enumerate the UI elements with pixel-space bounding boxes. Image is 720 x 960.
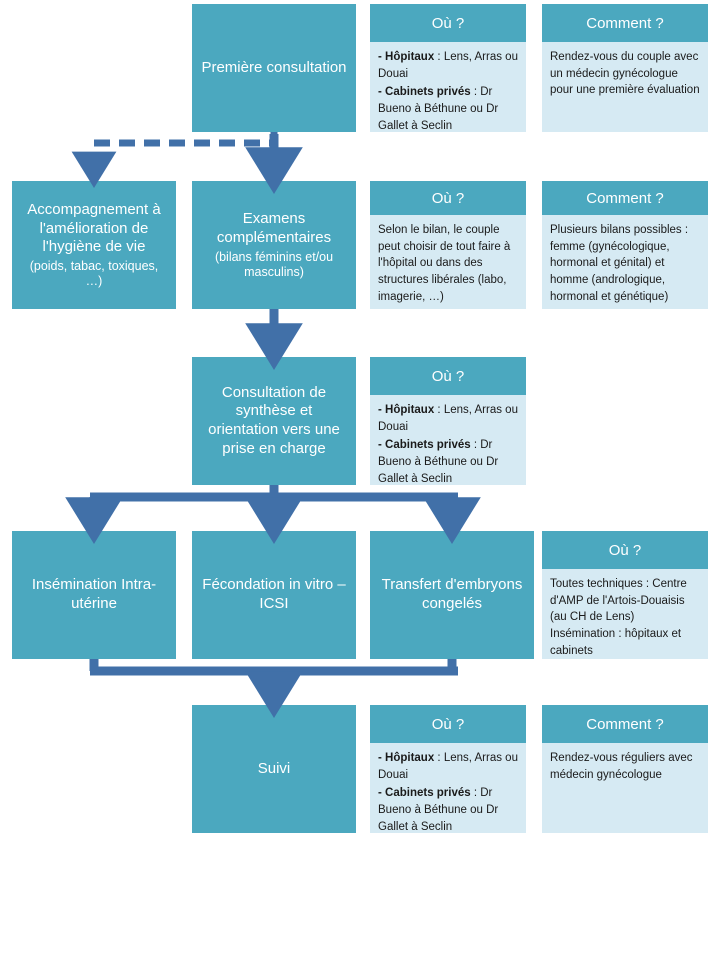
where-label: Où ?	[431, 14, 465, 32]
node-title: Fécondation in vitro – ICSI	[202, 576, 346, 612]
node-title: Examens complémentaires	[216, 210, 332, 246]
how-label: Comment ?	[586, 14, 664, 32]
where-line-rest: : Lens, Arras ou Douai	[378, 404, 518, 433]
connector-synthese-techniques	[90, 485, 458, 517]
how-label: Comment ?	[586, 189, 664, 207]
where-line-rest: : Dr Bueno à Béthune ou Dr Gallet à Seclin	[378, 787, 499, 833]
where-line-bold: - Cabinets privés	[378, 86, 471, 99]
where-line-bold: - Hôpitaux	[378, 51, 435, 63]
where-line-bold: - Cabinets privés	[378, 787, 471, 800]
where-label: Où ?	[431, 189, 465, 207]
where-line-rest: : Dr Bueno à Béthune ou Dr Gallet à Seclin	[378, 439, 499, 485]
where-label: Où ?	[608, 541, 642, 559]
where-text: Toutes techniques : Centre d'AMP de l'Artois-Douaisis (au CH de Lens) Insémination : hôpitaux et cabinets	[550, 578, 687, 657]
node-title: Insémination Intra-utérine	[31, 576, 157, 612]
node-title: Consultation de synthèse et orientation vers une prise en charge	[208, 383, 340, 457]
where-line-bold: - Hôpitaux	[378, 404, 435, 416]
connector-dashed-hygiene	[94, 132, 274, 167]
how-label: Comment ?	[586, 715, 664, 733]
node-title: Première consultation	[201, 58, 347, 76]
where-line-rest: : Lens, Arras ou Douai	[378, 752, 518, 781]
where-line-bold: - Cabinets privés	[378, 439, 471, 452]
how-text: Rendez-vous réguliers avec médecin gynécologue	[550, 752, 693, 781]
node-title: Suivi	[257, 759, 291, 777]
where-text: Selon le bilan, le couple peut choisir de tout faire à l'hôpital ou dans des structures libérales (labo, imagerie, …)	[378, 224, 511, 303]
node-subtitle: (poids, tabac, toxiques, …)	[29, 259, 159, 289]
where-line-rest: : Lens, Arras ou Douai	[378, 51, 518, 80]
node-title: Accompagnement à l'amélioration de l'hygiène de vie	[27, 200, 161, 256]
where-line-rest: : Dr Bueno à Béthune ou Dr Gallet à Seclin	[378, 86, 499, 132]
how-text: Plusieurs bilans possibles : femme (gynécologique, hormonal et génital) et homme (andrologique, hormonal et génétique)	[550, 224, 689, 303]
where-label: Où ?	[431, 367, 465, 385]
where-label: Où ?	[431, 715, 465, 733]
node-title: Transfert d'embryons congelés	[381, 576, 523, 612]
connector-techniques-suivi	[90, 659, 458, 691]
how-text: Rendez-vous du couple avec un médecin gynécologue pour une première évaluation	[550, 51, 700, 97]
node-subtitle: (bilans féminins et/ou masculins)	[214, 249, 334, 279]
where-line-bold: - Hôpitaux	[378, 752, 435, 764]
